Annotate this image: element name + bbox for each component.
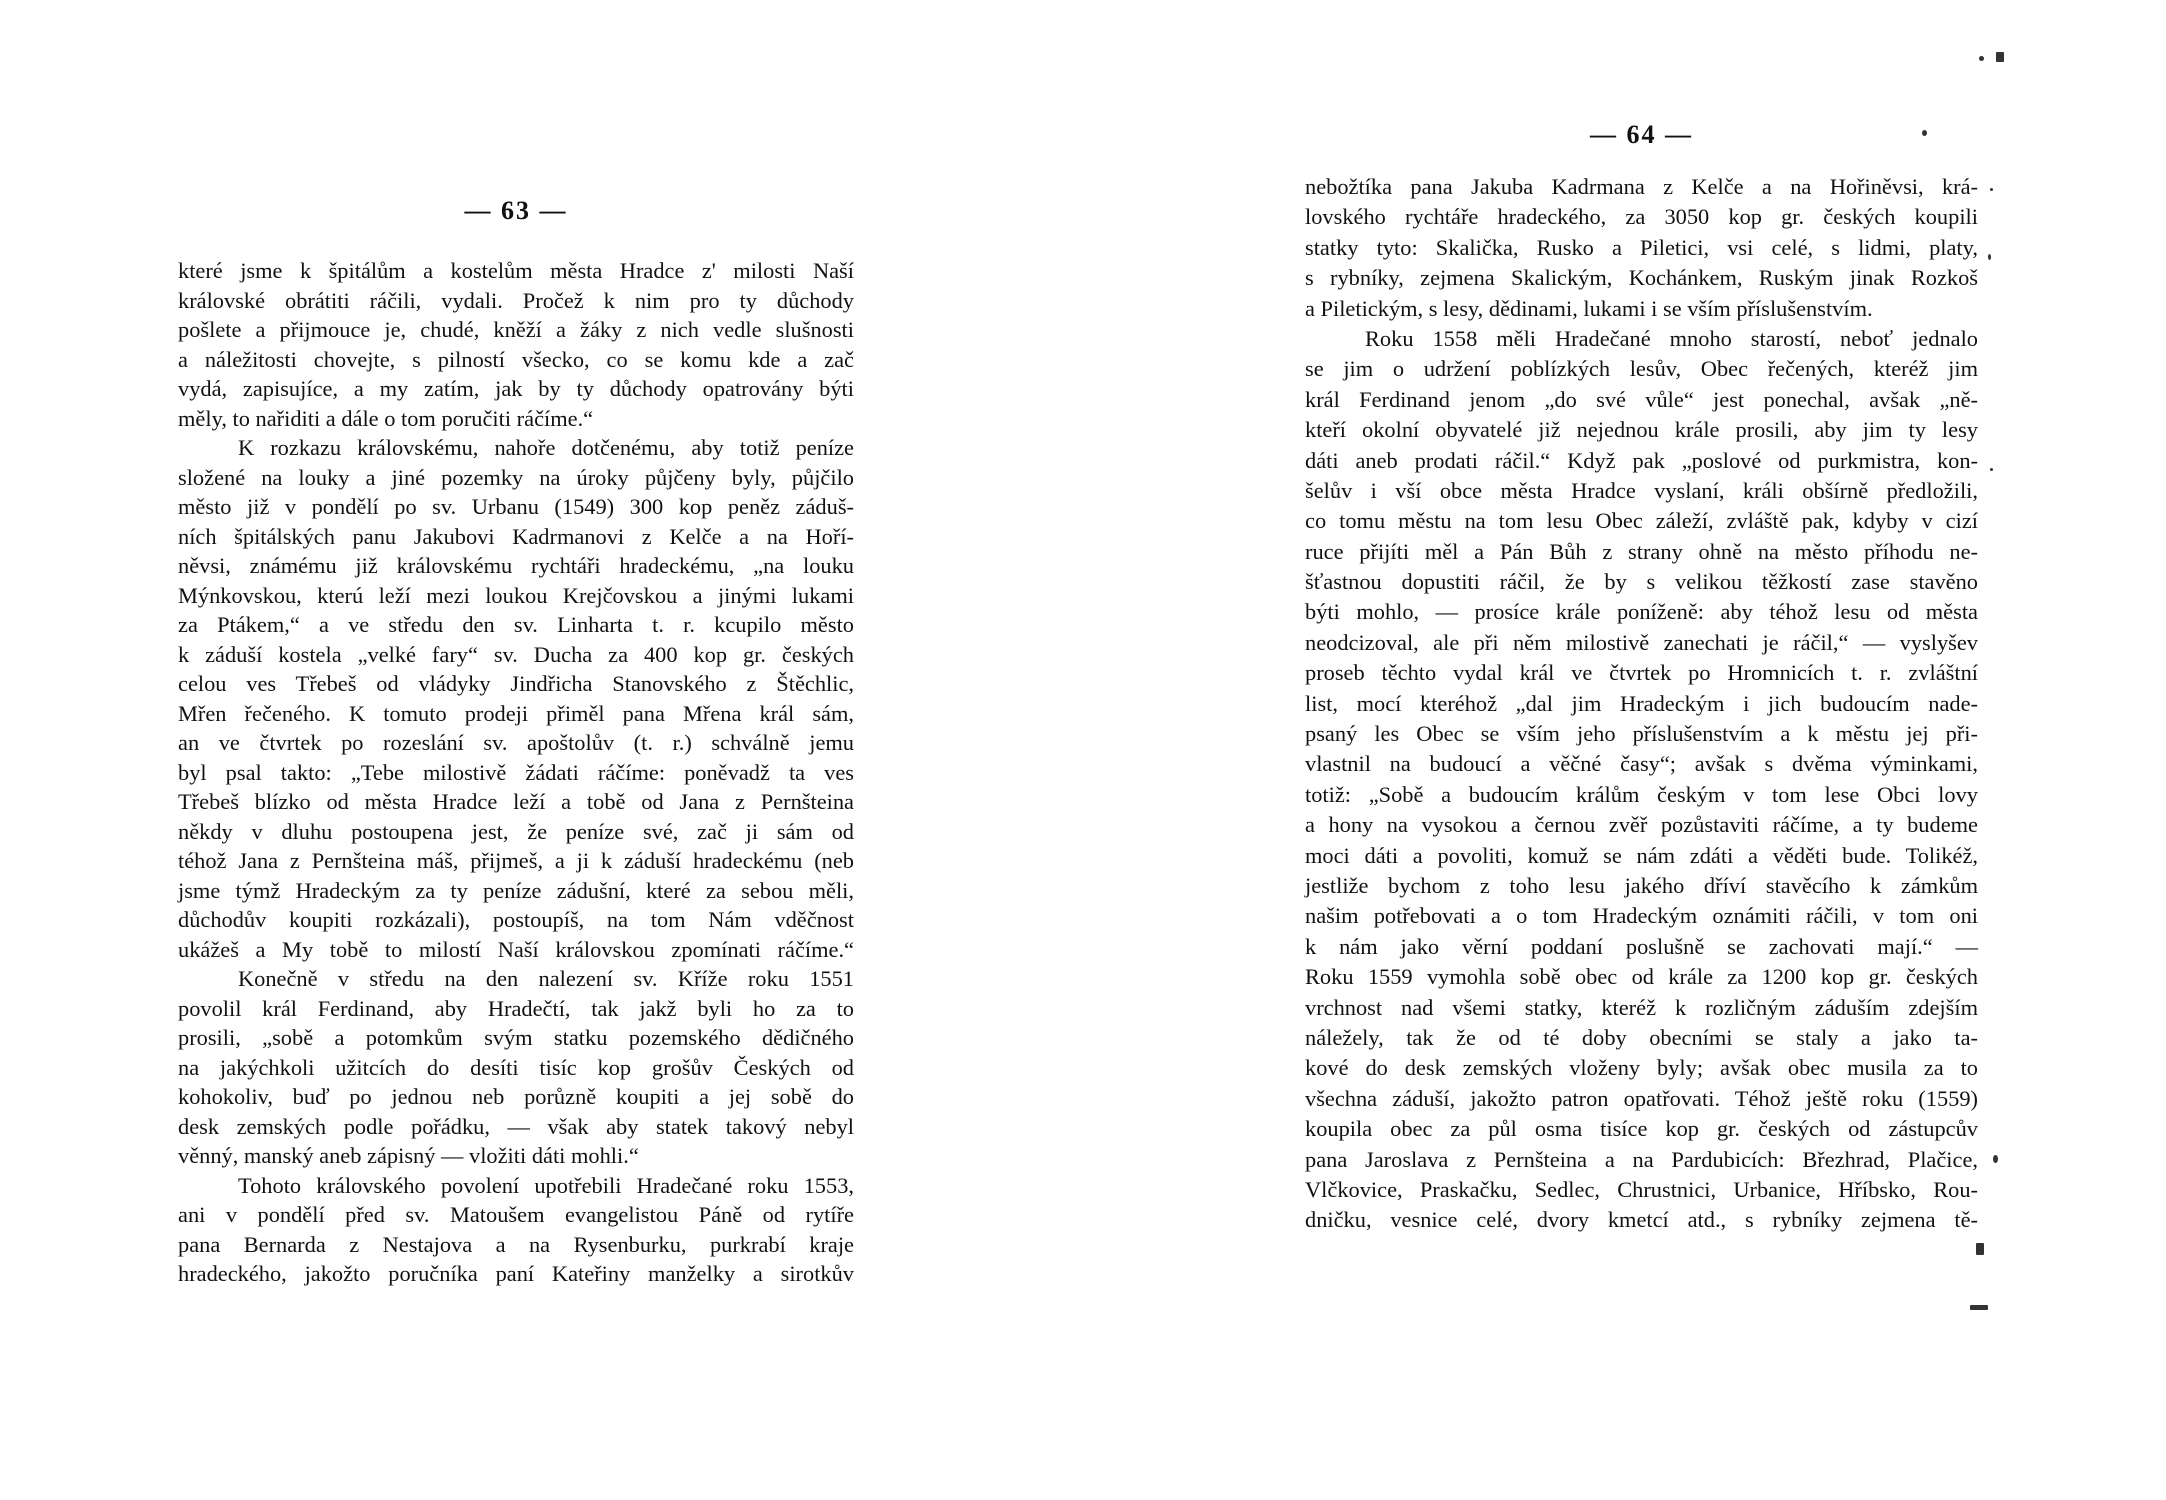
text-line: Vlčkovice, Praskačku, Sedlec, Chrustnici, Urbanice, Hříbsko, Rou- xyxy=(1305,1176,1978,1202)
text-line: téhož Jana z Pernšteina máš, přijmeš, a ji k záduší hradeckému (neb xyxy=(178,848,854,873)
text-line: co tomu městu na tom lesu Obec záleží, zvláště pak, kdyby v cizí xyxy=(1305,508,1978,534)
text-line: statky tyto: Skalička, Rusko a Piletici, vsi celé, s lidmi, platy, xyxy=(1305,234,1978,260)
text-line: náležely, tak že od té doby obecními se staly a jako ta- xyxy=(1305,1024,1978,1050)
scan-speck xyxy=(1922,130,1927,136)
text-line: ukážeš a My tobě to milostí Naší královskou zpomínati ráčíme.“ xyxy=(178,936,854,962)
text-line: důchodův koupiti rozkázali), postoupíš, na tom Nám vděčnost xyxy=(178,907,854,932)
text-line: královské obrátiti ráčili, vydali. Pročež k nim pro ty důchody xyxy=(178,287,854,313)
scan-speck xyxy=(1979,56,1984,61)
text-line: lovského rychtáře hradeckého, za 3050 kop gr. českých koupili xyxy=(1305,204,1978,230)
text-line: dáti aneb prodati ráčil.“ Když pak „poslové od purkmistra, kon- xyxy=(1305,447,1978,473)
scan-speck xyxy=(1993,1155,1998,1163)
text-line: vlastnil na budoucí a věčné časy“; avšak s dvěma výminkami, xyxy=(1305,751,1978,777)
text-line: psaný les Obec se vším jeho příslušenstvím a k městu jej při- xyxy=(1305,721,1978,747)
text-line: za Ptákem,“ a ve středu den sv. Linharta t. r. kcupilo město xyxy=(178,612,854,637)
scan-speck xyxy=(1988,254,1991,260)
text-line: k nám jako věrní poddaní poslušně se zachovati mají.“ — xyxy=(1305,933,1978,959)
text-line: složené na louky a jiné pozemky na úroky půjčeny byly, půjčilo xyxy=(178,464,854,490)
text-line: král Ferdinand jenom „do své vůle“ jest ponechal, avšak „ně- xyxy=(1305,386,1978,412)
text-line: ních špitálských panu Jakubovi Kadrmanovi z Kelče a na Hoří- xyxy=(178,523,854,549)
text-line: které jsme k špitálům a kostelům města Hradce z' milosti Naší xyxy=(178,258,854,283)
text-line: pana Bernarda z Nestajova a na Rysenburku, purkrabí kraje xyxy=(178,1231,854,1257)
text-line: Mýnkovskou, kterú leží mezi loukou Krejčovskou a jinými lukami xyxy=(178,582,854,608)
text-line: Mřen řečeného. K tomuto prodeji přiměl pana Mřena král sám, xyxy=(178,700,854,726)
text-line: povolil král Ferdinand, aby Hradečtí, tak jakž byli ho za to xyxy=(178,995,854,1021)
text-line: celou ves Třebeš od vládyky Jindřicha Stanovského z Štěchlic, xyxy=(178,671,854,696)
text-line: s rybníky, zejmena Skalickým, Kochánkem, Ruským jinak Rozkoš xyxy=(1305,265,1978,291)
page-number: — 64 — xyxy=(1590,120,1693,149)
text-line: ani v pondělí před sv. Matoušem evangelistou Páně od rytíře xyxy=(178,1202,854,1227)
text-line: kové do desk zemských vloženy byly; avšak obec musila za to xyxy=(1305,1055,1978,1081)
text-line: měly, to nařiditi a dále o tom poručiti ráčíme.“ xyxy=(178,405,594,431)
text-line: desk zemských podle pořádku, — však aby statek takový nebyl xyxy=(178,1113,854,1139)
left-page xyxy=(178,196,854,1289)
text-line: na jakýchkoli užitcích do desíti tisíc kop grošův Českých od xyxy=(178,1054,854,1080)
scan-speck xyxy=(1996,52,2004,62)
text-line: pana Jaroslava z Pernšteina a na Pardubicích: Březhrad, Plačice, xyxy=(1305,1146,1978,1172)
text-line: an ve čtvrtek po rozeslání sv. apoštolův (t. r.) schválně jemu xyxy=(178,730,854,755)
text-line: list, mocí kteréhož „dal jim Hradeckým i jich budoucím nade- xyxy=(1305,690,1978,716)
scan-speck xyxy=(1990,468,1993,471)
text-line: koupila obec za půl osma tisíce kop gr. českých od zástupcův xyxy=(1305,1116,1978,1142)
text-line: někdy v dluhu postoupena jest, že peníze své, zač ji sám od xyxy=(178,818,854,844)
text-line: Roku 1559 vymohla sobě obec od krále za 1200 kop gr. českých xyxy=(1305,964,1978,990)
text-line: a náležitosti chovejte, s pilností všecko, co se komu kde a zač xyxy=(178,346,854,372)
page-text xyxy=(178,256,854,1289)
text-line: totiž: „Sobě a budoucím králům českým v tom lese Obci lovy xyxy=(1305,781,1978,807)
text-line: jsme týmž Hradeckým za ty peníze zádušní, které za sebou měli, xyxy=(178,877,854,903)
text-line: pošlete a přijmouce je, chudé, kněží a žáky z nich vedle slušnosti xyxy=(178,317,854,342)
text-line: všechna záduší, jakožto patron opatřovati. Téhož ještě roku (1559) xyxy=(1305,1085,1978,1111)
text-line: se jim o udržení poblízkých lesův, Obec řečených, kteréž jim xyxy=(1305,356,1978,382)
page-text xyxy=(1305,172,1978,1236)
text-line: kohokoliv, buď po jednou neb porůzně koupiti a jej sobě do xyxy=(178,1084,854,1109)
text-line: moci dáti a povoliti, komuž se nám zdáti a věděti bude. Tolikéž, xyxy=(1305,842,1978,868)
text-line: Třebeš blízko od města Hradce leží a tobě od Jana z Pernšteina xyxy=(178,789,854,814)
text-line: vydá, zapisujíce, a my zatím, jak by ty důchody opatrovány býti xyxy=(178,376,854,401)
text-line: dničku, vesnice celé, dvory kmetcí atd., s rybníky zejmena tě- xyxy=(1305,1207,1978,1233)
text-line: Tohoto královského povolení upotřebili Hradečané roku 1553, xyxy=(238,1172,854,1198)
text-line: jestliže bychom z toho lesu jakého dříví stavěcího k zámkům xyxy=(1305,872,1978,898)
text-line: a Piletickým, s lesy, dědinami, lukami i se vším příslušenstvím. xyxy=(1305,295,1873,321)
text-line: něvsi, známému již královskému rychtáři hradeckému, „na louku xyxy=(178,553,854,578)
text-line: šťastnou dopustiti ráčil, že by s velikou těžkostí zase stavěno xyxy=(1305,569,1978,595)
page-number: — 63 — xyxy=(464,196,568,225)
right-page xyxy=(1305,120,1978,1236)
scan-speck xyxy=(1976,1243,1984,1255)
text-line: město již v pondělí po sv. Urbanu (1549) 300 kop peněz záduš- xyxy=(178,494,854,519)
scan-speck xyxy=(1990,188,1993,191)
text-line: nebožtíka pana Jakuba Kadrmana z Kelče a na Hořiněvsi, krá- xyxy=(1305,174,1978,199)
text-line: našim potřebovati a o tom Hradeckým oznámiti ráčili, v tom oni xyxy=(1305,903,1978,929)
text-line: věnný, manský aneb zápisný — vložiti dáti mohli.“ xyxy=(178,1143,639,1168)
text-line: Roku 1558 měli Hradečané mnoho starostí, neboť jednalo xyxy=(1365,325,1978,351)
text-line: ruce přijíti měl a Pán Bůh z strany ohně na město příhodu ne- xyxy=(1305,538,1978,564)
text-line: býti mohlo, — prosíce krále poníženě: aby téhož lesu od města xyxy=(1305,599,1978,625)
text-line: Konečně v středu na den nalezení sv. Kříže roku 1551 xyxy=(238,966,854,991)
text-line: hradeckého, jakožto poručníka paní Kateřiny manželky a sirotkův xyxy=(178,1261,854,1286)
text-line: proseb těchto vydal král ve čtvrtek po Hromnicích t. r. zvláštní xyxy=(1305,660,1978,686)
text-line: a hony na vysokou a černou zvěř pozůstaviti ráčíme, a ty budeme xyxy=(1305,812,1978,838)
text-line: vrchnost nad všemi statky, kteréž k rozličným záduším zdejším xyxy=(1305,994,1978,1020)
text-line: k záduší kostela „velké fary“ sv. Ducha za 400 kop gr. českých xyxy=(178,641,854,667)
text-line: kteří okolní obyvatelé již nejednou krále prosili, aby jim ty lesy xyxy=(1305,417,1978,443)
text-line: prosili, „sobě a potomkům svým statku pozemského dědičného xyxy=(178,1025,854,1050)
text-line: neodcizoval, ale při něm milostivě zanechati je ráčil,“ — vyslyšev xyxy=(1305,629,1978,655)
text-line: K rozkazu královskému, nahoře dotčenému, aby totiž peníze xyxy=(238,435,854,460)
text-line: byl psal takto: „Tebe milostivě žádati ráčíme: poněvadž ta ves xyxy=(178,759,854,785)
scan-speck xyxy=(1970,1305,1988,1310)
text-line: šelův i vší obce města Hradce vyslaní, králi obšírně předložili, xyxy=(1305,477,1978,503)
